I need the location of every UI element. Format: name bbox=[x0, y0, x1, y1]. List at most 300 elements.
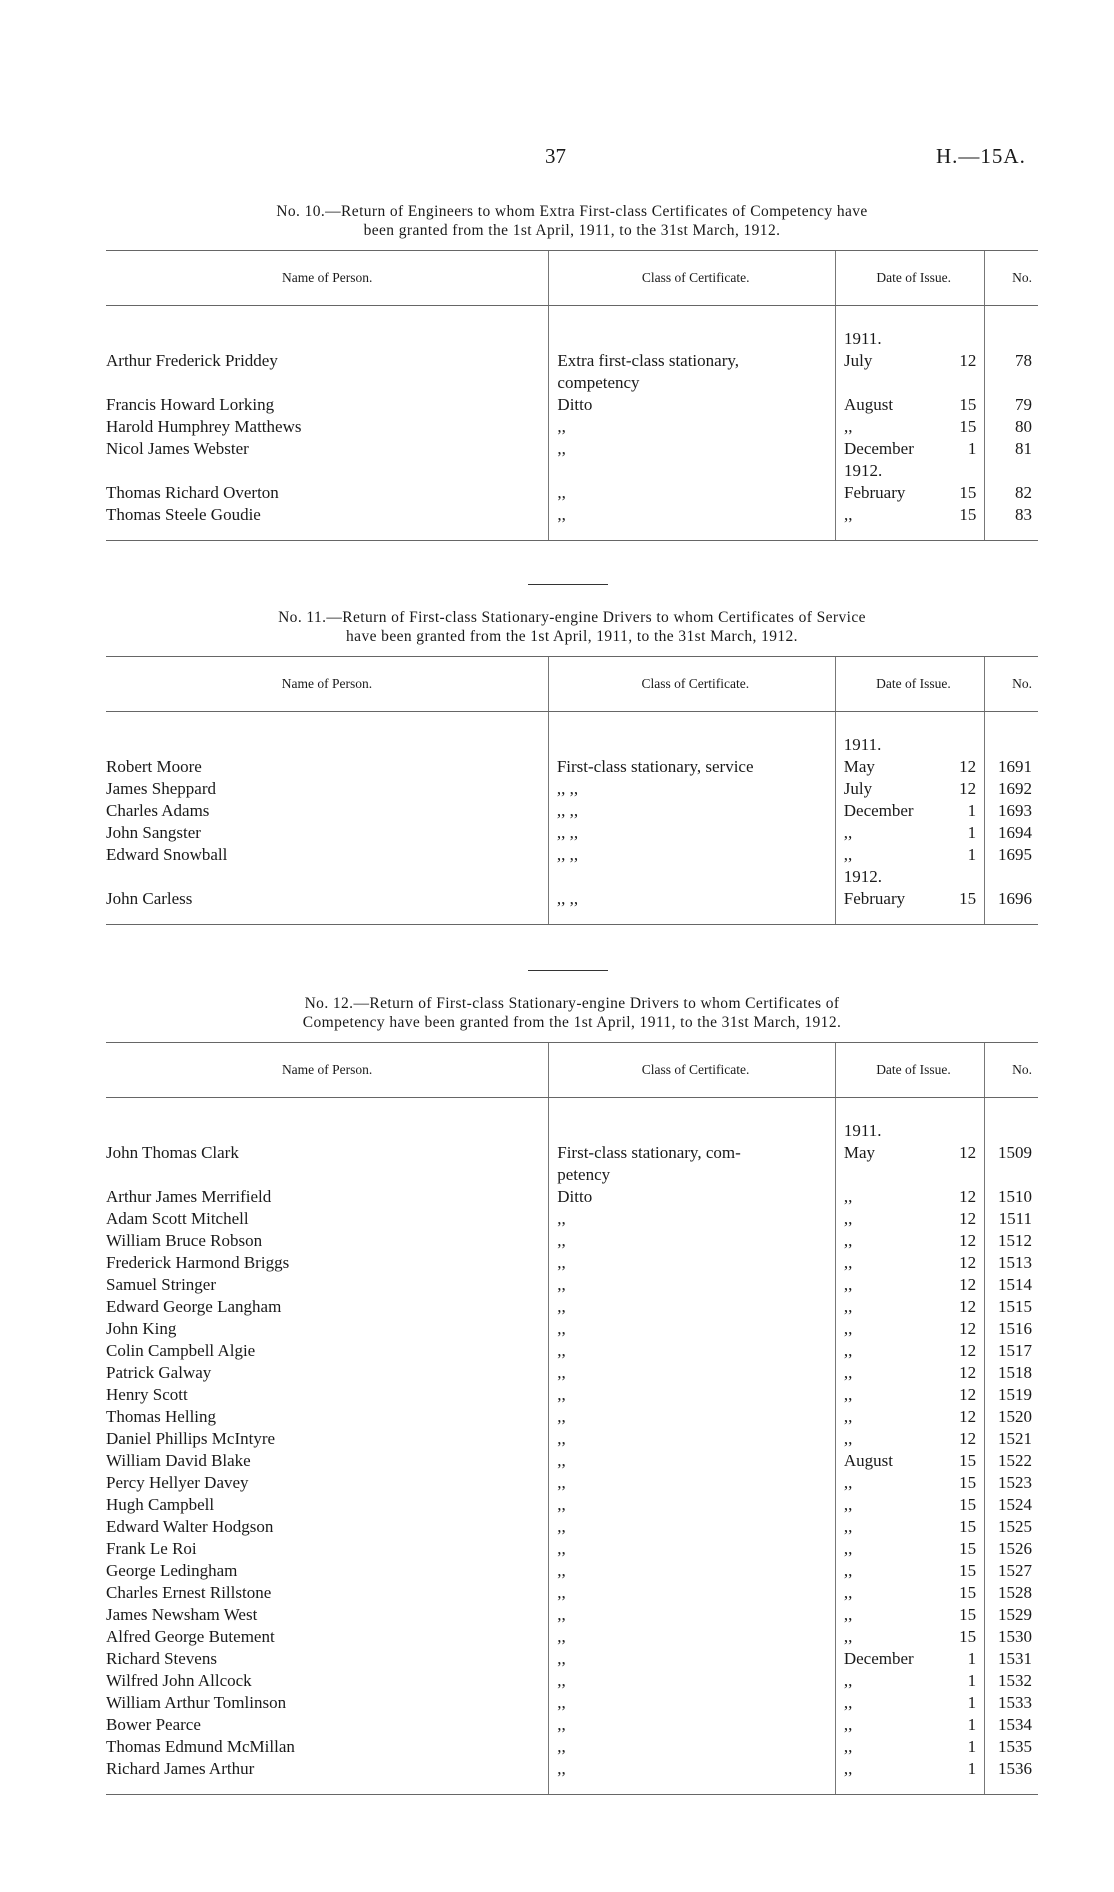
certificate-class: ,, bbox=[549, 1736, 836, 1758]
person-name: William Bruce Robson bbox=[106, 1231, 263, 1250]
person-name: John Carless bbox=[106, 888, 548, 925]
certificate-class: ,, ,, bbox=[548, 844, 835, 866]
person-name: Arthur Frederick Priddey bbox=[106, 351, 278, 370]
table-row bbox=[106, 372, 1038, 394]
certificate-number: 1532 bbox=[985, 1670, 1038, 1692]
issue-month: February bbox=[836, 482, 945, 504]
issue-month: December bbox=[835, 800, 944, 822]
person-name: Thomas Steele Goudie bbox=[106, 504, 549, 541]
person-name: Alfred George Butement bbox=[106, 1627, 275, 1646]
certificate-number: 1522 bbox=[985, 1450, 1038, 1472]
issue-year: 1911. bbox=[836, 328, 945, 350]
certificate-class bbox=[549, 1120, 836, 1142]
certificate-number: 1517 bbox=[985, 1340, 1038, 1362]
issue-day: 12 bbox=[959, 1363, 977, 1382]
certificate-class: ,, bbox=[549, 1340, 836, 1362]
certificate-class: ,, bbox=[549, 1494, 836, 1516]
issue-month: ,, bbox=[835, 1714, 944, 1736]
col-header-class: Class of Certificate. bbox=[549, 1043, 836, 1098]
person-name: Richard Stevens bbox=[106, 1649, 217, 1668]
header-row bbox=[106, 657, 1038, 712]
spacer-cell bbox=[106, 1098, 549, 1121]
section-divider bbox=[528, 584, 608, 585]
certificate-number: 1526 bbox=[985, 1538, 1038, 1560]
person-name: Patrick Galway bbox=[106, 1363, 212, 1382]
issue-day: 12 bbox=[959, 1253, 977, 1272]
table-row bbox=[106, 1472, 1038, 1494]
certificate-number: 1528 bbox=[985, 1582, 1038, 1604]
certificate-class: ,, bbox=[549, 1714, 836, 1736]
return-title: No. 11.—Return of First-class Stationary-engine Drivers to whom Certificates of Service bbox=[278, 609, 866, 626]
spacer-cell bbox=[836, 306, 985, 329]
table-row bbox=[106, 1120, 1038, 1142]
certificate-class: ,, bbox=[549, 1274, 836, 1296]
table-row bbox=[106, 800, 1038, 822]
issue-month: ,, bbox=[835, 844, 944, 866]
certificate-class: ,, bbox=[549, 1362, 836, 1384]
table-row bbox=[106, 1318, 1038, 1340]
issue-day: 15 bbox=[959, 1561, 977, 1580]
issue-month: ,, bbox=[835, 1252, 944, 1274]
person-name: Hugh Campbell bbox=[106, 1495, 215, 1514]
issue-day: 15 bbox=[959, 1583, 977, 1602]
issue-day: 15 bbox=[959, 1605, 977, 1624]
page-reference: H.—15A. bbox=[936, 144, 1026, 168]
spacer-cell bbox=[549, 306, 836, 329]
person-name: John King bbox=[106, 1319, 177, 1338]
issue-month: ,, bbox=[835, 1670, 944, 1692]
issue-month: ,, bbox=[835, 822, 944, 844]
table-row bbox=[106, 734, 1038, 756]
person-name: James Sheppard bbox=[106, 779, 217, 798]
certificate-number bbox=[985, 1120, 1038, 1142]
table-row bbox=[106, 394, 1038, 416]
certificate-number: 1524 bbox=[985, 1494, 1038, 1516]
certificate-class: ,, bbox=[549, 1208, 836, 1230]
col-header-date: Date of Issue. bbox=[836, 251, 985, 306]
return-subtitle: Competency have been granted from the 1st April, 1911, to the 31st March, 1912. bbox=[302, 1014, 842, 1031]
certificate-number: 1533 bbox=[985, 1692, 1038, 1714]
issue-month: ,, bbox=[835, 1384, 944, 1406]
issue-day: 12 bbox=[959, 757, 977, 776]
issue-day: 1 bbox=[967, 1693, 977, 1712]
table-row bbox=[106, 1714, 1038, 1736]
table-row bbox=[106, 1758, 1038, 1795]
certificate-number bbox=[985, 734, 1038, 756]
certificate-number: 1527 bbox=[985, 1560, 1038, 1582]
certificate-number: 80 bbox=[985, 416, 1038, 438]
table-row bbox=[106, 1340, 1038, 1362]
table-row bbox=[106, 1450, 1038, 1472]
certificate-number: 1523 bbox=[985, 1472, 1038, 1494]
certificate-number: 1691 bbox=[985, 756, 1038, 778]
table-row bbox=[106, 438, 1038, 460]
return-table bbox=[106, 656, 1038, 925]
certificate-class: ,, ,, bbox=[548, 888, 835, 925]
person-name: Arthur James Merrifield bbox=[106, 1187, 272, 1206]
person-name: Harold Humphrey Matthews bbox=[106, 417, 302, 436]
table-row bbox=[106, 1186, 1038, 1208]
person-name: William David Blake bbox=[106, 1451, 251, 1470]
issue-month bbox=[835, 1164, 944, 1186]
issue-month: ,, bbox=[835, 1472, 944, 1494]
person-name bbox=[106, 734, 548, 756]
issue-month: ,, bbox=[835, 1296, 944, 1318]
certificate-class: ,, bbox=[549, 1604, 836, 1626]
certificate-class: ,, ,, bbox=[548, 800, 835, 822]
certificate-class: ,, bbox=[549, 1582, 836, 1604]
table-row bbox=[106, 1362, 1038, 1384]
table-row bbox=[106, 1582, 1038, 1604]
certificate-class: ,, bbox=[549, 1692, 836, 1714]
person-name: James Newsham West bbox=[106, 1605, 258, 1624]
table-row bbox=[106, 460, 1038, 482]
spacer-row bbox=[106, 712, 1038, 735]
issue-month: ,, bbox=[835, 1736, 944, 1758]
col-header-no: No. bbox=[985, 251, 1038, 306]
issue-day: 12 bbox=[959, 1187, 977, 1206]
return-table bbox=[106, 250, 1038, 541]
table-row bbox=[106, 1252, 1038, 1274]
section-divider bbox=[528, 970, 608, 971]
table-row bbox=[106, 1142, 1038, 1164]
issue-day: 12 bbox=[959, 1297, 977, 1316]
person-name: William Arthur Tomlinson bbox=[106, 1693, 287, 1712]
person-name: Daniel Phillips McIntyre bbox=[106, 1429, 276, 1448]
issue-month: ,, bbox=[835, 1560, 944, 1582]
certificate-number: 1536 bbox=[985, 1758, 1038, 1795]
table-row bbox=[106, 1428, 1038, 1450]
issue-day: 1 bbox=[967, 823, 977, 842]
issue-month: ,, bbox=[835, 1604, 944, 1626]
certificate-number: 1534 bbox=[985, 1714, 1038, 1736]
issue-month: ,, bbox=[835, 1626, 944, 1648]
certificate-number: 1512 bbox=[985, 1230, 1038, 1252]
issue-day: 15 bbox=[959, 1451, 977, 1470]
return-no-12 bbox=[106, 994, 1038, 1795]
spacer-row bbox=[106, 306, 1038, 329]
certificate-class bbox=[548, 734, 835, 756]
certificate-class: ,, bbox=[549, 1626, 836, 1648]
certificate-number: 78 bbox=[985, 350, 1038, 372]
issue-day: 12 bbox=[959, 1231, 977, 1250]
table-row bbox=[106, 1626, 1038, 1648]
issue-day: 15 bbox=[959, 483, 977, 502]
issue-day: 12 bbox=[959, 1341, 977, 1360]
person-name: Percy Hellyer Davey bbox=[106, 1473, 249, 1492]
certificate-number bbox=[985, 372, 1038, 394]
table-row bbox=[106, 416, 1038, 438]
certificate-class: ,, bbox=[549, 1384, 836, 1406]
issue-month: February bbox=[835, 888, 944, 925]
person-name: Bower Pearce bbox=[106, 1715, 201, 1734]
col-header-date: Date of Issue. bbox=[835, 657, 984, 712]
certificate-class: Extra first-class stationary, bbox=[549, 350, 836, 372]
issue-month: ,, bbox=[835, 1758, 944, 1795]
person-name: Wilfred John Allcock bbox=[106, 1671, 252, 1690]
issue-month: December bbox=[835, 1648, 944, 1670]
table-row bbox=[106, 1736, 1038, 1758]
spacer-row bbox=[106, 1098, 1038, 1121]
issue-month: August bbox=[835, 1450, 944, 1472]
certificate-number: 1511 bbox=[985, 1208, 1038, 1230]
certificate-class: ,, bbox=[549, 1450, 836, 1472]
return-title: No. 10.—Return of Engineers to whom Extra First-class Certificates of Competency have bbox=[276, 203, 868, 220]
certificate-class: Ditto bbox=[549, 394, 836, 416]
spacer-cell bbox=[549, 1098, 836, 1121]
page-number: 37 bbox=[545, 144, 566, 168]
table-row bbox=[106, 1604, 1038, 1626]
issue-day: 12 bbox=[959, 1407, 977, 1426]
issue-day: 12 bbox=[959, 1429, 977, 1448]
table-row bbox=[106, 1648, 1038, 1670]
return-subtitle: have been granted from the 1st April, 1911, to the 31st March, 1912. bbox=[346, 628, 798, 645]
certificate-number: 1521 bbox=[985, 1428, 1038, 1450]
return-no-11 bbox=[106, 608, 1038, 925]
spacer-cell bbox=[106, 306, 549, 329]
person-name: Richard James Arthur bbox=[106, 1758, 549, 1795]
issue-month: July bbox=[835, 778, 944, 800]
table-row bbox=[106, 1384, 1038, 1406]
person-name: Samuel Stringer bbox=[106, 1275, 217, 1294]
certificate-class: ,, bbox=[549, 1516, 836, 1538]
table-row bbox=[106, 350, 1038, 372]
issue-month: July bbox=[836, 350, 945, 372]
certificate-number: 1529 bbox=[985, 1604, 1038, 1626]
issue-month: ,, bbox=[835, 1186, 944, 1208]
certificate-number: 1696 bbox=[985, 888, 1038, 925]
table-row bbox=[106, 778, 1038, 800]
issue-year: 1912. bbox=[835, 866, 944, 888]
issue-month: May bbox=[835, 756, 944, 778]
issue-day: 15 bbox=[959, 1627, 977, 1646]
issue-month: ,, bbox=[835, 1318, 944, 1340]
issue-day: 15 bbox=[959, 395, 977, 414]
issue-day bbox=[944, 372, 985, 394]
certificate-number bbox=[985, 866, 1038, 888]
certificate-class: First-class stationary, service bbox=[548, 756, 835, 778]
issue-month: ,, bbox=[836, 416, 945, 438]
person-name: Edward George Langham bbox=[106, 1297, 282, 1316]
table-row bbox=[106, 866, 1038, 888]
certificate-number: 1519 bbox=[985, 1384, 1038, 1406]
certificate-number: 83 bbox=[985, 504, 1038, 541]
person-name bbox=[106, 866, 548, 888]
person-name: Thomas Edmund McMillan bbox=[106, 1737, 295, 1756]
issue-month bbox=[836, 372, 945, 394]
issue-month: ,, bbox=[835, 1582, 944, 1604]
person-name: Edward Walter Hodgson bbox=[106, 1517, 274, 1536]
return-no-10 bbox=[106, 202, 1038, 541]
certificate-class: ,, bbox=[549, 1296, 836, 1318]
issue-month: ,, bbox=[835, 1692, 944, 1714]
issue-month: ,, bbox=[836, 504, 945, 541]
return-table bbox=[106, 1042, 1038, 1795]
certificate-class: ,, bbox=[549, 438, 836, 460]
table-row bbox=[106, 1494, 1038, 1516]
certificate-class: ,, bbox=[549, 1560, 836, 1582]
certificate-class: First-class stationary, com- bbox=[549, 1142, 836, 1164]
issue-month: ,, bbox=[835, 1538, 944, 1560]
issue-day: 1 bbox=[967, 1737, 977, 1756]
certificate-class: ,, ,, bbox=[548, 778, 835, 800]
certificate-class: ,, bbox=[549, 1758, 836, 1795]
person-name: Charles Ernest Rillstone bbox=[106, 1583, 272, 1602]
table-row bbox=[106, 1692, 1038, 1714]
table-row bbox=[106, 504, 1038, 541]
issue-month: ,, bbox=[835, 1208, 944, 1230]
header-row bbox=[106, 251, 1038, 306]
certificate-number: 1516 bbox=[985, 1318, 1038, 1340]
return-subtitle: been granted from the 1st April, 1911, to the 31st March, 1912. bbox=[363, 222, 781, 239]
spacer-cell bbox=[985, 306, 1038, 329]
issue-month: ,, bbox=[835, 1362, 944, 1384]
person-name: Colin Campbell Algie bbox=[106, 1341, 256, 1360]
issue-day: 1 bbox=[944, 1758, 985, 1795]
certificate-number: 1531 bbox=[985, 1648, 1038, 1670]
certificate-class: ,, bbox=[549, 1538, 836, 1560]
certificate-number: 79 bbox=[985, 394, 1038, 416]
issue-day bbox=[944, 734, 985, 756]
certificate-number: 1514 bbox=[985, 1274, 1038, 1296]
certificate-class: ,, bbox=[549, 1670, 836, 1692]
certificate-class: ,, bbox=[549, 1230, 836, 1252]
issue-day: 1 bbox=[967, 1671, 977, 1690]
issue-day: 12 bbox=[959, 1275, 977, 1294]
issue-day: 12 bbox=[959, 1209, 977, 1228]
issue-month: ,, bbox=[835, 1516, 944, 1538]
issue-day bbox=[944, 328, 985, 350]
person-name bbox=[106, 372, 549, 394]
issue-year: 1911. bbox=[835, 1120, 944, 1142]
spacer-cell bbox=[106, 712, 548, 735]
certificate-number: 1509 bbox=[985, 1142, 1038, 1164]
issue-day: 15 bbox=[959, 1473, 977, 1492]
issue-day: 12 bbox=[959, 351, 977, 370]
issue-day bbox=[944, 866, 985, 888]
col-header-name: Name of Person. bbox=[106, 251, 549, 306]
issue-month: ,, bbox=[835, 1494, 944, 1516]
table-row bbox=[106, 756, 1038, 778]
certificate-class bbox=[549, 328, 836, 350]
spacer-cell bbox=[835, 1098, 984, 1121]
issue-day: 12 bbox=[959, 1319, 977, 1338]
issue-year: 1912. bbox=[836, 460, 945, 482]
table-row bbox=[106, 482, 1038, 504]
table-row bbox=[106, 1208, 1038, 1230]
table-row bbox=[106, 1164, 1038, 1186]
table-row bbox=[106, 328, 1038, 350]
issue-day bbox=[944, 460, 985, 482]
issue-day bbox=[944, 1164, 985, 1186]
issue-day: 1 bbox=[967, 845, 977, 864]
certificate-class: ,, bbox=[549, 1318, 836, 1340]
issue-day: 15 bbox=[959, 1495, 977, 1514]
person-name: Charles Adams bbox=[106, 801, 210, 820]
table-row bbox=[106, 1296, 1038, 1318]
table-row bbox=[106, 822, 1038, 844]
issue-day: 15 bbox=[944, 888, 985, 925]
table-row bbox=[106, 1230, 1038, 1252]
certificate-number: 1525 bbox=[985, 1516, 1038, 1538]
issue-month: ,, bbox=[835, 1274, 944, 1296]
issue-month: ,, bbox=[835, 1230, 944, 1252]
certificate-number: 1535 bbox=[985, 1736, 1038, 1758]
issue-day: 15 bbox=[959, 1539, 977, 1558]
certificate-number bbox=[985, 460, 1038, 482]
person-name: Thomas Richard Overton bbox=[106, 483, 279, 502]
person-name: Adam Scott Mitchell bbox=[106, 1209, 249, 1228]
issue-day: 1 bbox=[967, 1715, 977, 1734]
certificate-number bbox=[985, 328, 1038, 350]
person-name bbox=[106, 1164, 549, 1186]
person-name: Nicol James Webster bbox=[106, 439, 249, 458]
person-name: Robert Moore bbox=[106, 757, 202, 776]
certificate-number bbox=[985, 1164, 1038, 1186]
certificate-class: ,, bbox=[549, 482, 836, 504]
issue-month: August bbox=[836, 394, 945, 416]
header-row bbox=[106, 1043, 1038, 1098]
certificate-class: ,, bbox=[549, 1648, 836, 1670]
certificate-class bbox=[548, 866, 835, 888]
person-name: Edward Snowball bbox=[106, 845, 228, 864]
table-row bbox=[106, 1538, 1038, 1560]
certificate-class: ,, bbox=[549, 1252, 836, 1274]
certificate-class: ,, bbox=[549, 1428, 836, 1450]
certificate-number: 1513 bbox=[985, 1252, 1038, 1274]
certificate-class: petency bbox=[549, 1164, 836, 1186]
person-name: Henry Scott bbox=[106, 1385, 188, 1404]
issue-day: 1 bbox=[967, 1649, 977, 1668]
col-header-name: Name of Person. bbox=[106, 657, 548, 712]
person-name: John Sangster bbox=[106, 823, 201, 842]
issue-month: December bbox=[836, 438, 945, 460]
certificate-class: ,, bbox=[549, 1472, 836, 1494]
spacer-cell bbox=[985, 712, 1038, 735]
spacer-cell bbox=[548, 712, 835, 735]
certificate-number: 82 bbox=[985, 482, 1038, 504]
certificate-class bbox=[549, 460, 836, 482]
issue-day: 12 bbox=[959, 1143, 977, 1162]
certificate-class: Ditto bbox=[549, 1186, 836, 1208]
person-name: Frank Le Roi bbox=[106, 1539, 197, 1558]
col-header-no: No. bbox=[985, 657, 1038, 712]
issue-day bbox=[944, 1120, 985, 1142]
person-name bbox=[106, 460, 549, 482]
certificate-number: 1692 bbox=[985, 778, 1038, 800]
certificate-number: 1530 bbox=[985, 1626, 1038, 1648]
table-row bbox=[106, 1274, 1038, 1296]
return-title: No. 12.—Return of First-class Stationary-engine Drivers to whom Certificates of bbox=[304, 995, 840, 1012]
certificate-class: ,, bbox=[549, 1406, 836, 1428]
person-name bbox=[106, 328, 549, 350]
issue-day: 12 bbox=[959, 1385, 977, 1404]
person-name bbox=[106, 1120, 549, 1142]
issue-year: 1911. bbox=[835, 734, 944, 756]
issue-day: 15 bbox=[959, 417, 977, 436]
person-name: Thomas Helling bbox=[106, 1407, 217, 1426]
spacer-cell bbox=[835, 712, 984, 735]
person-name: Frederick Harmond Briggs bbox=[106, 1253, 290, 1272]
person-name: John Thomas Clark bbox=[106, 1143, 239, 1162]
person-name: Francis Howard Lorking bbox=[106, 395, 275, 414]
certificate-number: 1515 bbox=[985, 1296, 1038, 1318]
person-name: George Ledingham bbox=[106, 1561, 238, 1580]
certificate-number: 1520 bbox=[985, 1406, 1038, 1428]
table-row bbox=[106, 888, 1038, 925]
issue-month: May bbox=[835, 1142, 944, 1164]
col-header-class: Class of Certificate. bbox=[549, 251, 836, 306]
